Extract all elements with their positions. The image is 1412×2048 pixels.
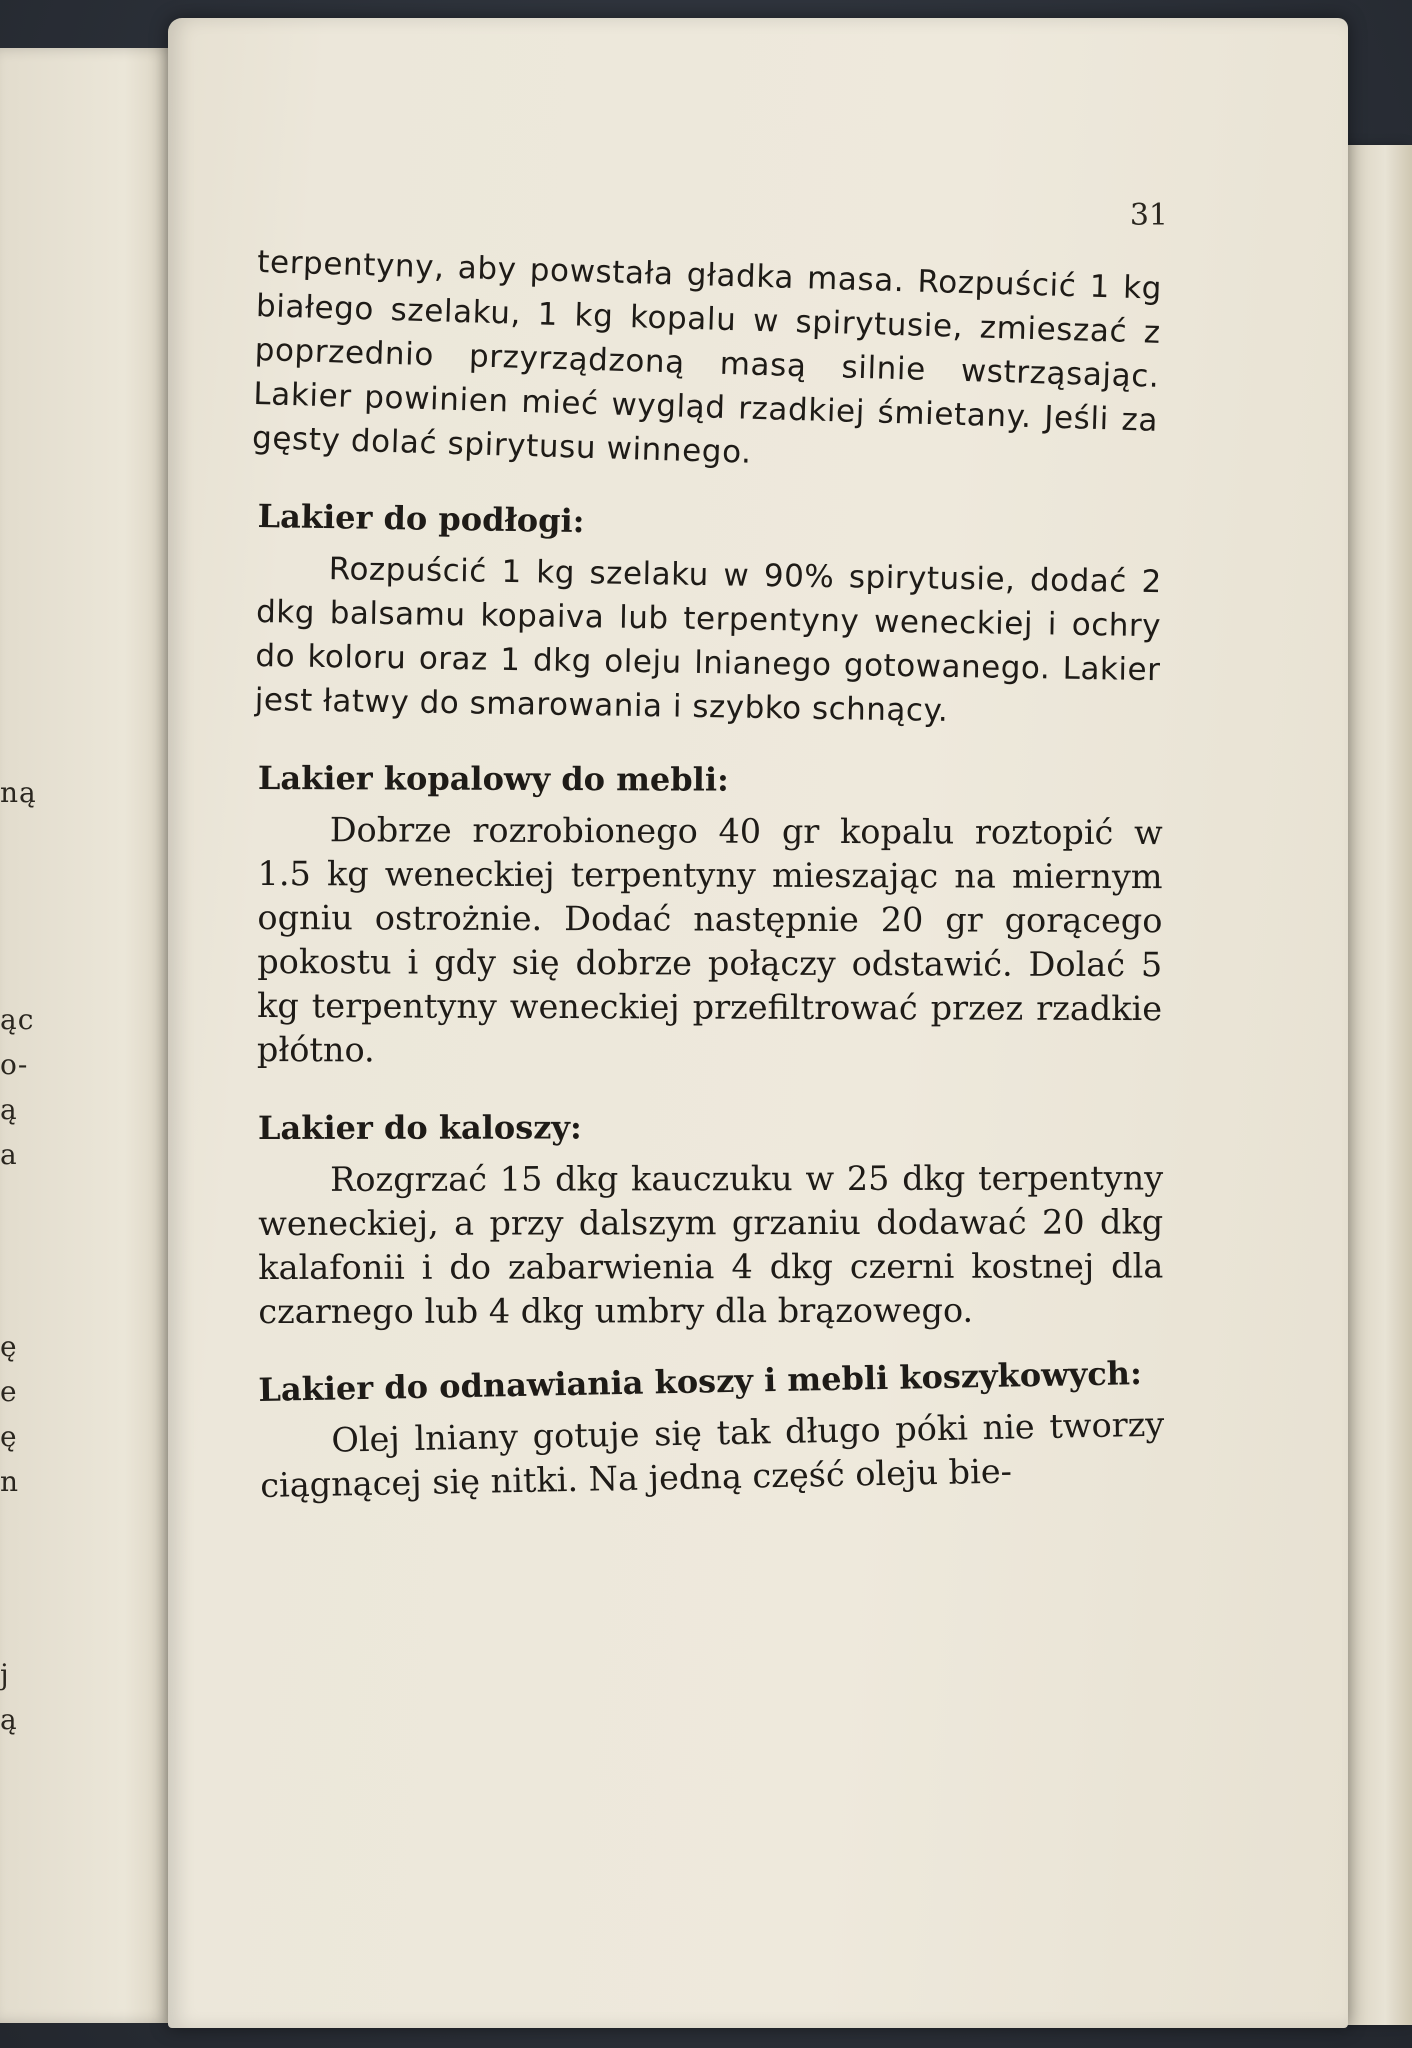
section-paragraph: Rozpuścić 1 kg szelaku w 90% spirytusie, dodać 2 dkg balsamu kopaiva lub terpentyny weneckiej i ochry do koloru oraz 1 dkg oleju lnianego gotowanego. Lakier jest łatwy do smarowania i szybko schnący.	[254, 551, 1163, 729]
left-page-fragment: j	[0, 1658, 10, 1691]
section-heading: Lakier do kaloszy:	[258, 1108, 582, 1147]
left-page-fragment: ę	[0, 1420, 18, 1453]
left-page-fragment: ą	[0, 1093, 18, 1126]
book-page	[168, 18, 1348, 2028]
left-page-fragment: a	[0, 1138, 18, 1171]
left-page-fragment: o-	[0, 1048, 29, 1081]
left-page-fragment: ąc	[0, 1003, 35, 1036]
section-heading: Lakier kopalowy do mebli:	[257, 759, 729, 799]
section-wicker-lacquer	[258, 1351, 1166, 1508]
left-page-fragment: ę	[0, 1330, 18, 1363]
left-page-fragment: e	[0, 1375, 18, 1408]
section-heading: Lakier do odnawiania koszy i mebli koszykowych:	[258, 1354, 1143, 1409]
section-copal-furniture-lacquer	[257, 756, 1163, 1075]
left-page	[0, 48, 180, 2023]
page-text	[251, 168, 1165, 1508]
next-page-edge	[1345, 145, 1412, 2025]
intro-paragraph: terpentyny, aby powstała gładka masa. Rozpuścić 1 kg białego szelaku, 1 kg kopalu w spirytusie, zmieszać z poprzednio przyrządzoną masą silnie wstrząsając. Lakier powinien mieć wygląd rzadkiej śmietany. Jeśli za gęsty dolać spirytusu winnego.	[251, 243, 1163, 471]
left-page-fragment: ną	[0, 776, 37, 809]
section-galosh-lacquer	[258, 1104, 1163, 1334]
section-floor-lacquer	[254, 494, 1162, 736]
section-paragraph: Dobrze rozrobionego 40 gr kopalu roztopić w 1.5 kg weneckiej terpentyny mieszając na miernym ogniu ostrożnie. Dodać następnie 20 gr gorącego pokostu i gdy się dobrze połączy odstawić. Dolać 5 kg terpentyny weneckiej przefiltrować przez rzadkie płótno.	[256, 810, 1163, 1070]
page-number: 31	[1129, 198, 1168, 233]
left-page-fragment: ą	[0, 1703, 18, 1736]
section-paragraph: Rozgrzać 15 dkg kauczuku w 25 dkg terpentyny weneckiej, a przy dalszym grzaniu dodawać 20 dkg kalafonii i do zabarwienia 4 dkg czerni kostnej dla czarnego lub 4 dkg umbry dla brązowego.	[258, 1158, 1164, 1331]
section-paragraph: Olej lniany gotuje się tak długo póki nie tworzy ciągnącej się nitki. Na jedną część oleju bie-	[259, 1404, 1165, 1505]
section-heading: Lakier do podłogi:	[257, 496, 585, 541]
left-page-fragment: n	[0, 1465, 20, 1498]
